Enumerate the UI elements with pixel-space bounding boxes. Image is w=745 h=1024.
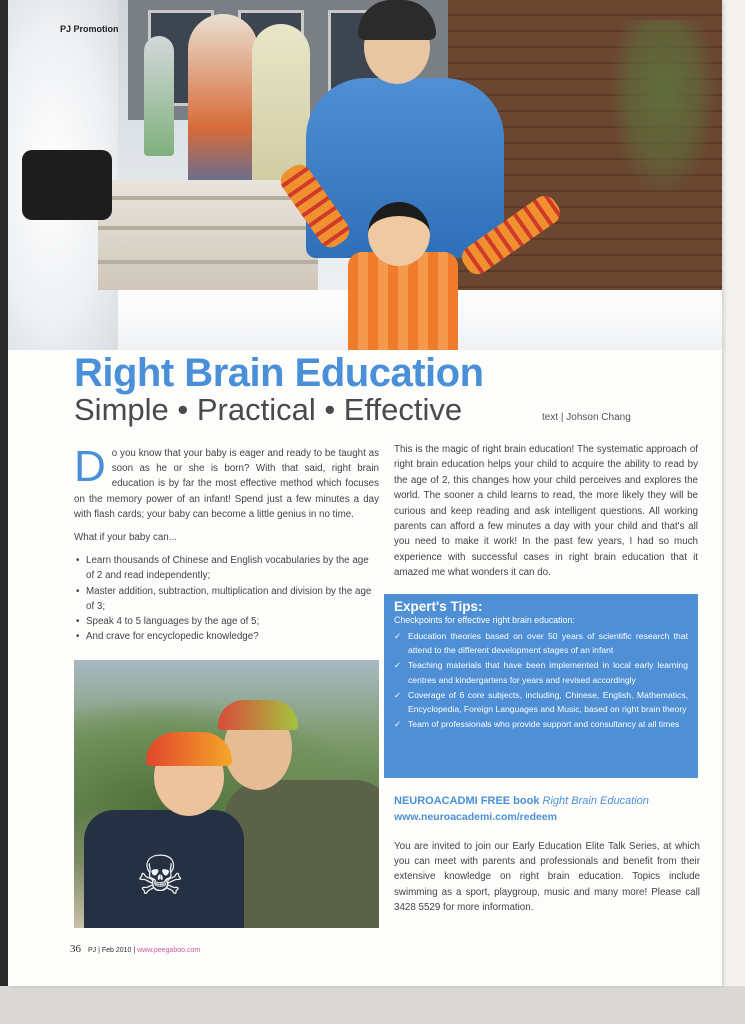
tips-list [394,629,688,731]
parent-child-photo [74,660,379,928]
list-item: • And crave for encyclopedic knowledge? [86,629,379,644]
adult-cap [218,700,298,730]
page-number: 36 [70,943,81,955]
child-face [368,202,430,266]
tip-item: ✓ Team of professionals who provide support and consultancy at all times [394,717,688,731]
list-item: • Master addition, subtraction, multiplication and division by the age of 3; [86,584,379,614]
tips-intro: Checkpoints for effective right brain education: [394,615,575,625]
list-item: • Learn thousands of Chinese and English vocabularies by the age of 2 and read independently; [86,553,379,583]
hero-photo [8,0,722,350]
tip-item: ✓ Teaching materials that have been implemented in local early learning centres and kindergartens for years and revised accordingly [394,658,688,686]
left-column [74,442,379,644]
byline: text | Johson Chang [542,412,631,423]
drop-cap: D [74,442,106,491]
pine-tree [608,20,718,200]
redeem-url: www.neuroacademi.com/redeem [394,811,558,823]
list-item: • Speak 4 to 5 languages by the age of 5; [86,614,379,629]
child-cap [146,732,232,766]
child-in-orange-vest [348,252,458,350]
tip-item: ✓ Coverage of 6 core subjects, including, Chinese, English, Mathematics, Encyclopedia, Foreign Languages and Music, based on right brain theory [394,688,688,716]
benefits-list [74,553,379,644]
magic-paragraph: This is the magic of right brain education! The systematic approach of right brain education helps your child to acquire the ability to read by the age of 2, this changes how your child perceives and explores the world. The sooner a child learns to read, the more likely they will be curious and keep reading and ask intelligent questions. All working parents can afford a few minutes a day with your child and that's all you need to make it work! In the past few years, I had so much experience with successful cases in right brain education that it amazed me what wonders it can do. [394,444,698,579]
book-label: NEUROACADMI FREE book [394,795,540,807]
page-footer [70,943,200,955]
tips-heading: Expert's Tips: [394,599,483,614]
ski-rack [98,180,318,290]
issue-info: PJ | Feb 2010 | [87,947,136,954]
right-column [394,442,698,581]
snowboard [188,14,258,204]
adult-in-green-shirt [224,780,379,928]
magazine-spine [0,0,8,1024]
article-title: Right Brain Education [74,351,484,395]
intro-paragraph: Do you know that your baby is eager and ready to be taught as soon as he or she is born? With that said, right brain education is by far the most effective method which focuses on the memory power of an infant! Spend just a few minutes a day with flash cards; your baby can become a little genius in no time. [74,442,379,520]
experts-tips-box [384,594,698,778]
invite-paragraph: You are invited to join our Early Education Elite Talk Series, at which you can meet with parents and professionals and benefit from their extensive knowledge on right brain education. Topics include swimming as a sport, playgroup, music and many more! Please call 3428 5529 for more information. [394,841,700,913]
footer-website: www.peegaboo.com [137,947,201,954]
skull-print-icon: ☠ [136,846,185,906]
article-subtitle: Simple • Practical • Effective [74,392,463,427]
scan-bottom-strip [0,986,745,1024]
tip-item: ✓ Education theories based on over 50 years of scientific research that attend to the different development stages of an infant [394,629,688,657]
question-line: What if your baby can... [74,532,177,544]
magazine-page [8,0,722,986]
book-title: Right Brain Education [542,795,649,807]
section-label: PJ Promotion [60,24,119,34]
free-book-offer [394,795,698,807]
snowboard-binding [22,150,112,220]
snowboard [144,36,174,156]
